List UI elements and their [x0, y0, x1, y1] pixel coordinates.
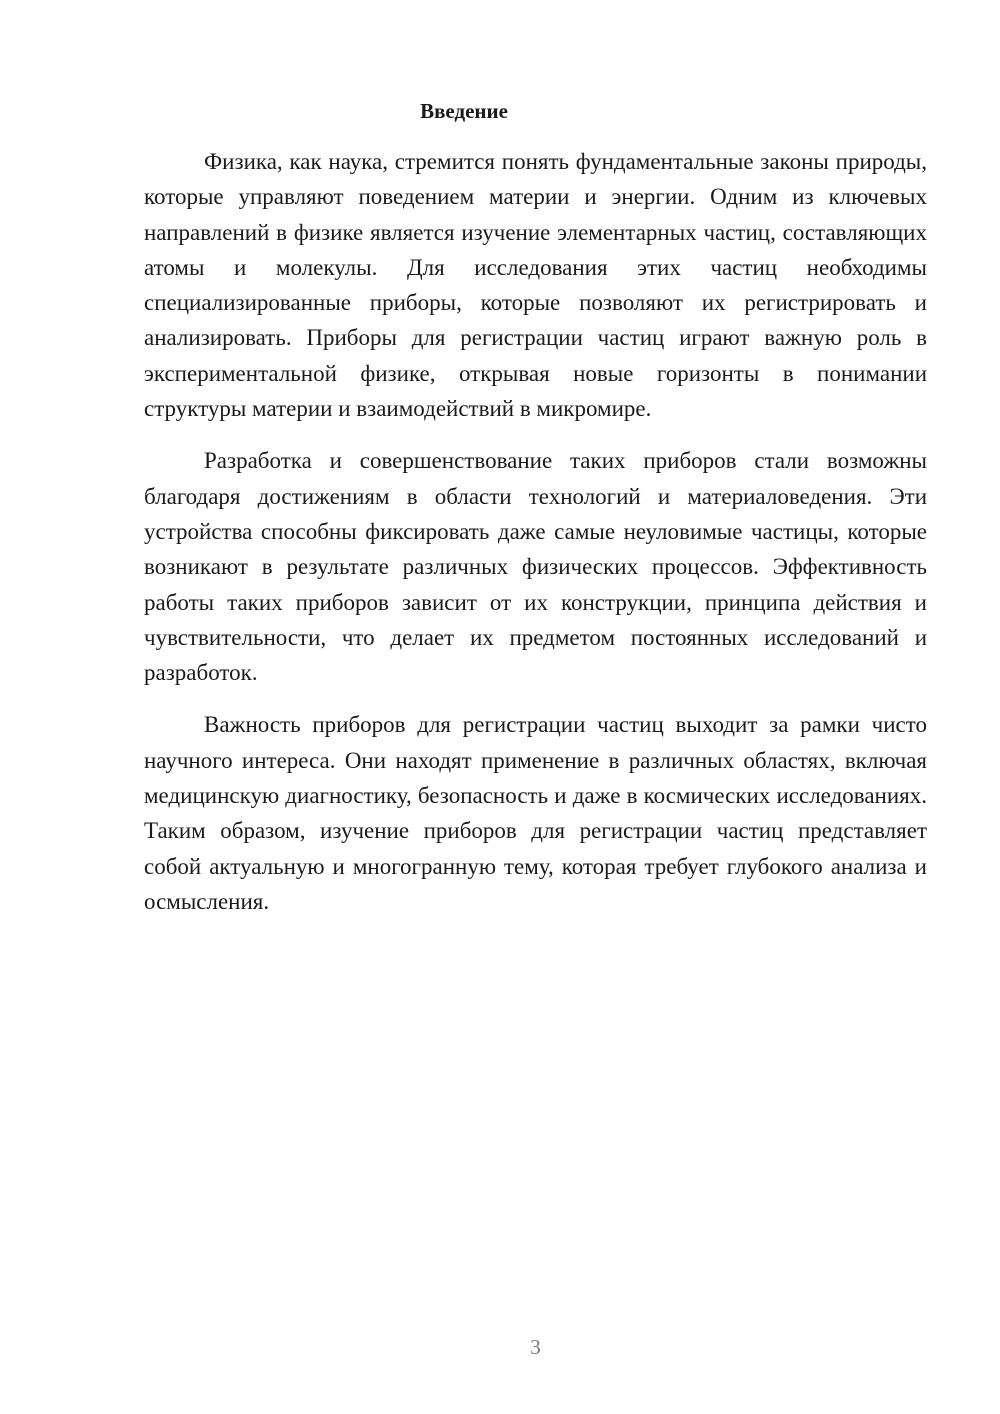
page-number: 3: [530, 1335, 541, 1359]
paragraph-3: Важность приборов для регистрации частиц выходит за рамки чисто научного интереса. Они находят применение в различных областях, включая медицинскую диагностику, безопасность и даже в космических исследованиях. Таким образом, изучение приборов для регистрации частиц представляет собой актуальную и многогранную тему, которая требует глубокого анализа и осмысления.: [144, 712, 927, 914]
section-heading: Введение: [420, 99, 508, 123]
body-text: [144, 144, 927, 919]
paragraph-1: Физика, как наука, стремится понять фундаментальные законы природы, которые управляют поведением материи и энергии. Одним из ключевых направлений в физике является изучение элементарных частиц, составляющих атомы и молекулы. Для исследования этих частиц необходимы специализированные приборы, которые позволяют их регистрировать и анализировать. Приборы для регистрации частиц играют важную роль в экспериментальной физике, открывая новые горизонты в понимании структуры материи и взаимодействий в микромире.: [144, 149, 927, 422]
paragraph-2: Разработка и совершенствование таких приборов стали возможны благодаря достижениям в области технологий и материаловедения. Эти устройства способны фиксировать даже самые неуловимые частицы, которые возникают в результате различных физических процессов. Эффективность работы таких приборов зависит от их конструкции, принципа действия и чувствительности, что делает их предметом постоянных исследований и разработок.: [144, 448, 927, 686]
